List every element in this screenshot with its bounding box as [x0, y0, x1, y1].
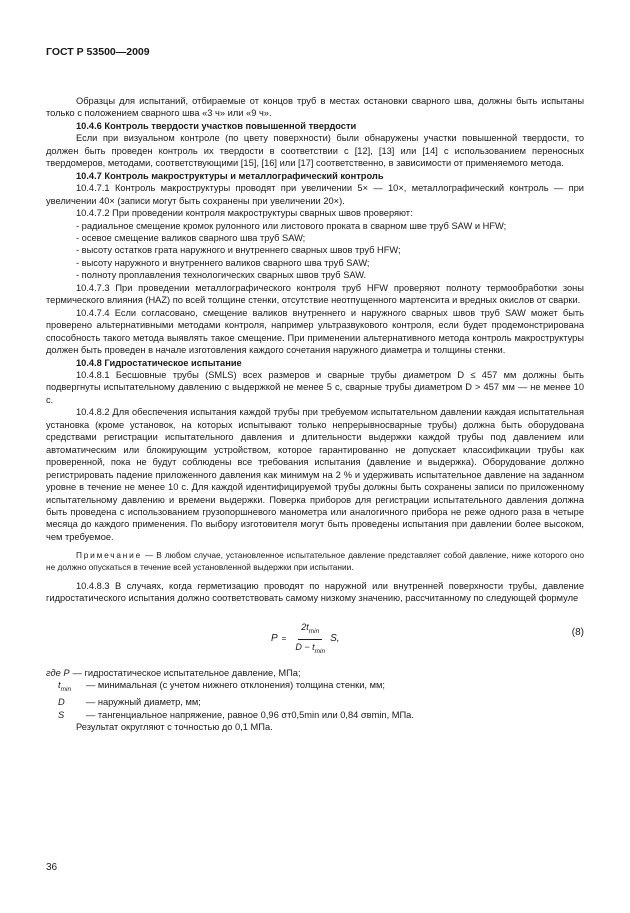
denominator-sub: min	[314, 647, 326, 655]
paragraph: 10.4.8.1 Бесшовные трубы (SMLS) всех размеров и сварные трубы диаметром D ≤ 457 мм должны быть подвергнуты испытательному давлению с выдержкой не менее 5 с, сварные трубы диаметром D > 457 мм — не менее 10 с.	[46, 369, 584, 405]
paragraph: Результат округляют с точностью до 0,1 МПа.	[76, 722, 273, 733]
paragraph: 10.4.7.4 Если согласовано, смещение валиков внутреннего и наружного сварных швов труб SAW может быть проверено альтернативными методами контроля, например ультразвукового контроля, если будет продемонстрирована способность такого метода выявлять такое смещение. При применении альтернативного метода контроль макроструктуры должен быть проведен в начале изготовления каждого сочетания наружного диаметра и толщины стенки.	[46, 307, 584, 356]
symbol-sub: min	[60, 685, 72, 693]
paragraph: Если при визуальном контроле (по цвету поверхности) были обнаружены участки повышенной твердости, то должен быть проведен контроль их твердости в соответствии с [12], [13] или [14] с использованием переносных твердомеров, методами, соответствующими [15], [16] или [17] соответственно, в зависимости от применяемого метода.	[46, 133, 584, 169]
definition-row	[46, 667, 584, 679]
paragraph: 10.4.7.2 При проведении контроля макроструктуры сварных швов проверяют:	[76, 208, 413, 219]
document-body	[46, 95, 584, 734]
definition-symbol: S	[58, 709, 65, 720]
section-heading: 10.4.8 Гидростатическое испытание	[76, 357, 242, 368]
definition-symbol	[46, 679, 86, 696]
section-heading: 10.4.6 Контроль твердости участков повышенной твердости	[76, 120, 357, 131]
numerator-sub: min	[308, 627, 320, 635]
symbol-text: t	[58, 680, 61, 691]
list-item: - полноту проплавления технологических сварных швов труб SAW.	[76, 270, 367, 281]
page-number: 36	[46, 862, 58, 873]
definition-row	[46, 696, 584, 708]
definition-row	[46, 709, 584, 721]
definition-symbol: D	[58, 697, 65, 708]
definition-row	[46, 679, 584, 696]
formula	[46, 613, 584, 661]
numerator-text: 2t	[301, 621, 309, 632]
formula-expression	[271, 621, 340, 659]
formula-numerator	[298, 621, 322, 640]
paragraph: 10.4.7.1 Контроль макроструктуры проводят при увеличении 5× — 10×, металлографический контроль — при увеличении 40× (записи могут быть сохранены при увеличении 20×).	[46, 183, 584, 206]
denominator-text: D − t	[295, 641, 315, 652]
formula-lhs: P	[271, 633, 278, 645]
paragraph: Образцы для испытаний, отбираемые от концов труб в местах остановки сварного шва, должны быть испытаны только с положением сварного шва «3 ч» или «9 ч».	[46, 96, 584, 119]
definition-text: — гидростатическое испытательное давление, МПа;	[72, 667, 301, 678]
definition-text: — минимальная (с учетом нижнего отклонения) толщина стенки, мм;	[86, 680, 385, 691]
list-item: - осевое смещение валиков сварного шва труб SAW;	[76, 232, 306, 243]
list-item: - высоту остатков грата наружного и внутреннего сварных швов труб HFW;	[76, 245, 401, 256]
paragraph: 10.4.8.3 В случаях, когда герметизацию проводят по наружной или внутренней поверхности трубы, давление гидростатического испытания должно соответствовать самому низкому значению, рассчитанному по следующей формуле	[46, 580, 584, 604]
formula-rhs: S,	[330, 633, 340, 645]
list-item: - высоту наружного и внутреннего валиков сварного шва труб SAW;	[76, 257, 370, 268]
paragraph: 10.4.8.2 Для обеспечения испытания каждой трубы при требуемом испытательном давлении каждая испытательная установка (кроме установок, на которых испытывают только непрерывносварные трубы) должна быть оборудована средствами регистрации испытательного давления и длительности выдержки каждой трубы под давлением или автоматическим или блокирующим устройством, которое гарантированно не допускает классификации трубы как проверенной, пока не будут соблюдены все требования испытания (давление и выдержка). Оборудование должно регистрировать падение приложенного давления как минимум на 2 % и удерживать испытательное давление на заданном уровне в течение не менее 10 с. Для каждой идентифицируемой трубы должны быть сохранены записи по приложенному испытательному давлению и времени выдержки. Поверка приборов для регистрации испытательного давления должна быть проведена с использованием грузопоршневого манометра или аналогичного прибора не реже одного раза в четыре месяца до каждого применения. По выбору изготовителя могут быть проведены испытания при давлении более высоком, чем требуемое.	[46, 407, 584, 542]
equation-number: (8)	[571, 626, 584, 638]
paragraph: 10.4.7.3 При проведении металлографического контроля труб HFW проверяют полноту термообработки зоны термического влияния (HAZ) по всей толщине стенки, отсутствие неотпущенного мартенсита и вредных окислов от сварки.	[46, 282, 584, 306]
note-text: — В любом случае, установленное испытательное давление представляет собой давление, ниже которого оно не должно опускаться в течение всей установленной выдержки при испытании.	[46, 550, 584, 572]
definitions	[46, 667, 584, 734]
document-header: ГОСТ Р 53500—2009	[46, 46, 150, 58]
list-item: - радиальное смещение кромок рулонного или листового проката в сварном шве труб SAW и HFW;	[76, 220, 507, 231]
formula-denominator	[292, 640, 328, 658]
definition-text: — тангенциальное напряжение, равное 0,96 σт0,5min или 0,84 σвmin, МПа.	[86, 709, 414, 720]
section-heading: 10.4.7 Контроль макроструктуры и металлографический контроль	[76, 170, 384, 181]
definition-text: — наружный диаметр, мм;	[86, 697, 201, 708]
note-label: Примечание	[76, 550, 143, 561]
formula-equals: =	[281, 634, 287, 644]
formula-fraction	[292, 621, 328, 659]
definition-symbol: где P	[46, 667, 70, 678]
note	[46, 550, 584, 572]
